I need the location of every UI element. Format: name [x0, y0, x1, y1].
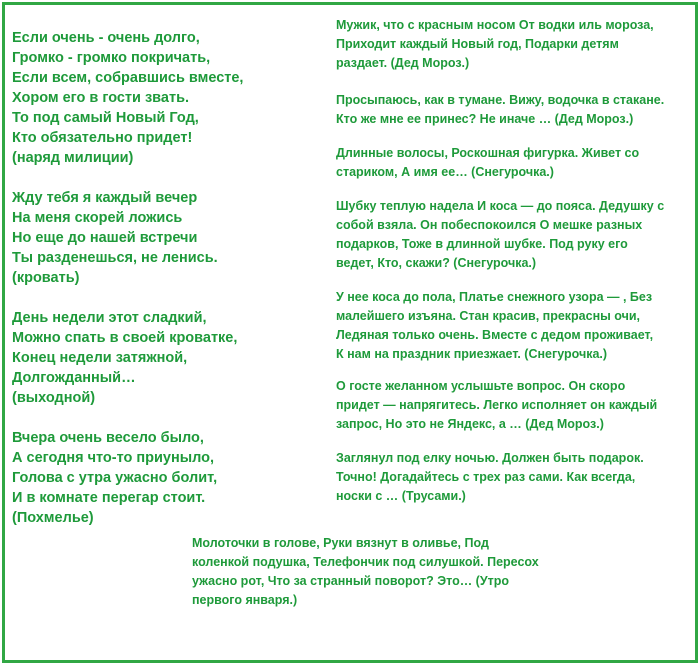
- poem-line: коленкой подушка, Телефончик под силушкой. Пересох: [192, 555, 539, 569]
- poem-line: К нам на праздник приезжает. (Снегурочка.): [336, 347, 608, 361]
- poem-line: Кто обязательно придет!: [12, 130, 193, 146]
- poem-line: Хором его в гости звать.: [12, 90, 190, 106]
- poem-line: ведет, Кто, скажи? (Снегурочка.): [336, 256, 537, 270]
- poem-line: Громко - громко покричать,: [12, 50, 211, 66]
- poem-line: малейшего изъяна. Стан красив, прекрасны очи,: [336, 309, 641, 323]
- poem-line: Мужик, что с красным носом От водки иль мороза,: [336, 18, 654, 32]
- poem-answer: (выходной): [12, 390, 96, 406]
- poem-line: Приходит каждый Новый год, Подарки детям: [336, 37, 619, 51]
- poem-line: Шубку теплую надела И коса — до пояса. Дедушку с: [336, 199, 665, 213]
- poem-line: Точно! Догадайтесь с трех раз сами. Как всегда,: [336, 470, 636, 484]
- left-riddle-2: [12, 188, 218, 288]
- poem-line: А сегодня что-то приуныло,: [12, 450, 215, 466]
- poem-line: Если очень - очень долго,: [12, 30, 200, 46]
- left-riddle-3: [12, 308, 237, 408]
- poem-line: Но еще до нашей встречи: [12, 230, 198, 246]
- poem-line: Если всем, собравшись вместе,: [12, 70, 244, 86]
- poem-answer: (Похмелье): [12, 510, 94, 526]
- poem-line: Вчера очень весело было,: [12, 430, 204, 446]
- poem-line: И в комнате перегар стоит.: [12, 490, 206, 506]
- right-riddle-3: [336, 144, 686, 182]
- poem-line: Голова с утра ужасно болит,: [12, 470, 218, 486]
- poem-line: Длинные волосы, Роскошная фигурка. Живет со: [336, 146, 640, 160]
- poem-line: первого января.): [192, 593, 298, 607]
- right-riddle-2: [336, 91, 686, 129]
- poem-line: Конец недели затяжной,: [12, 350, 188, 366]
- poem-line: Заглянул под елку ночью. Должен быть подарок.: [336, 451, 644, 465]
- right-riddle-5: [336, 288, 686, 364]
- right-riddle-1: [336, 16, 686, 73]
- poem-line: Кто же мне ее принес? Не иначе … (Дед Мороз.): [336, 112, 634, 126]
- poem-line: День недели этот сладкий,: [12, 310, 207, 326]
- right-riddle-7: [336, 449, 686, 506]
- poem-line: Ледяная только очень. Вместе с дедом проживает,: [336, 328, 654, 342]
- poem-line: раздает. (Дед Мороз.): [336, 56, 470, 70]
- poem-line: Жду тебя я каждый вечер: [12, 190, 198, 206]
- poem-line: Ты разденешься, не ленись.: [12, 250, 218, 266]
- right-riddle-4: [336, 197, 686, 273]
- poem-line: ужасно рот, Что за странный поворот? Это… (Утро: [192, 574, 510, 588]
- poem-line: О госте желанном услышьте вопрос. Он скоро: [336, 379, 626, 393]
- poem-line: Просыпаюсь, как в тумане. Вижу, водочка в стакане.: [336, 93, 665, 107]
- poem-line: На меня скорей ложись: [12, 210, 183, 226]
- right-riddle-6: [336, 377, 686, 434]
- poem-line: Молоточки в голове, Руки вязнут в оливье, Под: [192, 536, 489, 550]
- left-riddle-4: [12, 428, 217, 528]
- poem-line: стариком, А имя ее… (Снегурочка.): [336, 165, 554, 179]
- poem-line: подарков, Тоже в длинной шубке. Под руку его: [336, 237, 628, 251]
- poem-line: носки с … (Трусами.): [336, 489, 466, 503]
- poem-line: Можно спать в своей кроватке,: [12, 330, 238, 346]
- bottom-riddle: [192, 534, 542, 610]
- left-riddle-1: [12, 28, 243, 168]
- poem-line: собой взяла. Он побеспокоился О мешке разных: [336, 218, 643, 232]
- poem-line: У нее коса до пола, Платье снежного узора — , Без: [336, 290, 653, 304]
- poem-line: Долгожданный…: [12, 370, 136, 386]
- poem-line: придет — напрягитесь. Легко исполняет он каждый: [336, 398, 658, 412]
- poem-line: запрос, Но это не Яндекс, а … (Дед Мороз.): [336, 417, 604, 431]
- poem-answer: (наряд милиции): [12, 150, 134, 166]
- poem-answer: (кровать): [12, 270, 80, 286]
- poem-line: То под самый Новый Год,: [12, 110, 199, 126]
